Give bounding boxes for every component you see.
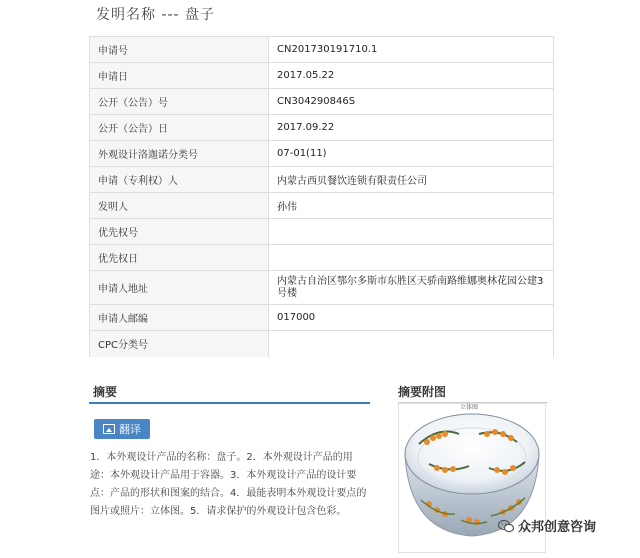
row-label: 公开（公告）号 <box>90 89 269 115</box>
row-value: 07-01(11) <box>269 141 554 167</box>
row-value: 2017.05.22 <box>269 63 554 89</box>
table-row <box>90 89 554 115</box>
table-row <box>90 271 554 305</box>
row-value <box>269 245 554 271</box>
patent-info-table <box>89 36 554 357</box>
row-value: CN304290846S <box>269 89 554 115</box>
table-row <box>90 37 554 63</box>
row-label: 优先权日 <box>90 245 269 271</box>
translate-button[interactable] <box>94 419 150 439</box>
abstract-divider <box>89 402 370 404</box>
watermark <box>498 516 596 535</box>
table-row <box>90 219 554 245</box>
figure-heading: 摘要附图 <box>398 385 447 399</box>
wechat-icon <box>498 519 514 533</box>
row-label: 申请号 <box>90 37 269 63</box>
table-row <box>90 193 554 219</box>
table-row <box>90 305 554 331</box>
image-icon <box>103 424 115 434</box>
row-label: 外观设计洛迦诺分类号 <box>90 141 269 167</box>
translate-label: 翻译 <box>119 423 141 436</box>
row-value: 孙伟 <box>269 193 554 219</box>
row-label: 申请人地址 <box>90 271 269 305</box>
row-label: 公开（公告）日 <box>90 115 269 141</box>
row-value: 017000 <box>269 305 554 331</box>
row-value: 2017.09.22 <box>269 115 554 141</box>
figure-caption: 立体图 <box>460 404 479 411</box>
table-row <box>90 115 554 141</box>
row-value <box>269 331 554 357</box>
row-label: 申请人邮编 <box>90 305 269 331</box>
abstract-heading: 摘要 <box>93 385 118 399</box>
invention-title: 发明名称 --- 盘子 <box>96 7 216 23</box>
row-label: CPC分类号 <box>90 331 269 357</box>
watermark-text: 众邦创意咨询 <box>518 520 597 535</box>
row-label: 优先权号 <box>90 219 269 245</box>
row-label: 申请（专利权）人 <box>90 167 269 193</box>
abstract-text: 1．本外观设计产品的名称：盘子。2．本外观设计产品的用途：本外观设计产品用于容器。3．本外观设计产品的设计要点：产品的形状和图案的结合。4．最能表明本外观设计要点的图片或照片：立体图。5．请求保护的外观设计包含色彩。 <box>90 452 367 517</box>
table-row <box>90 245 554 271</box>
row-label: 发明人 <box>90 193 269 219</box>
table-row <box>90 141 554 167</box>
row-value: 内蒙古自治区鄂尔多斯市东胜区天骄南路维娜奥林花园公建3号楼 <box>269 271 554 305</box>
row-value: CN201730191710.1 <box>269 37 554 63</box>
table-row <box>90 63 554 89</box>
table-row <box>90 331 554 357</box>
table-row <box>90 167 554 193</box>
row-value <box>269 219 554 245</box>
row-label: 申请日 <box>90 63 269 89</box>
row-value: 内蒙古西贝餐饮连锁有限责任公司 <box>269 167 554 193</box>
